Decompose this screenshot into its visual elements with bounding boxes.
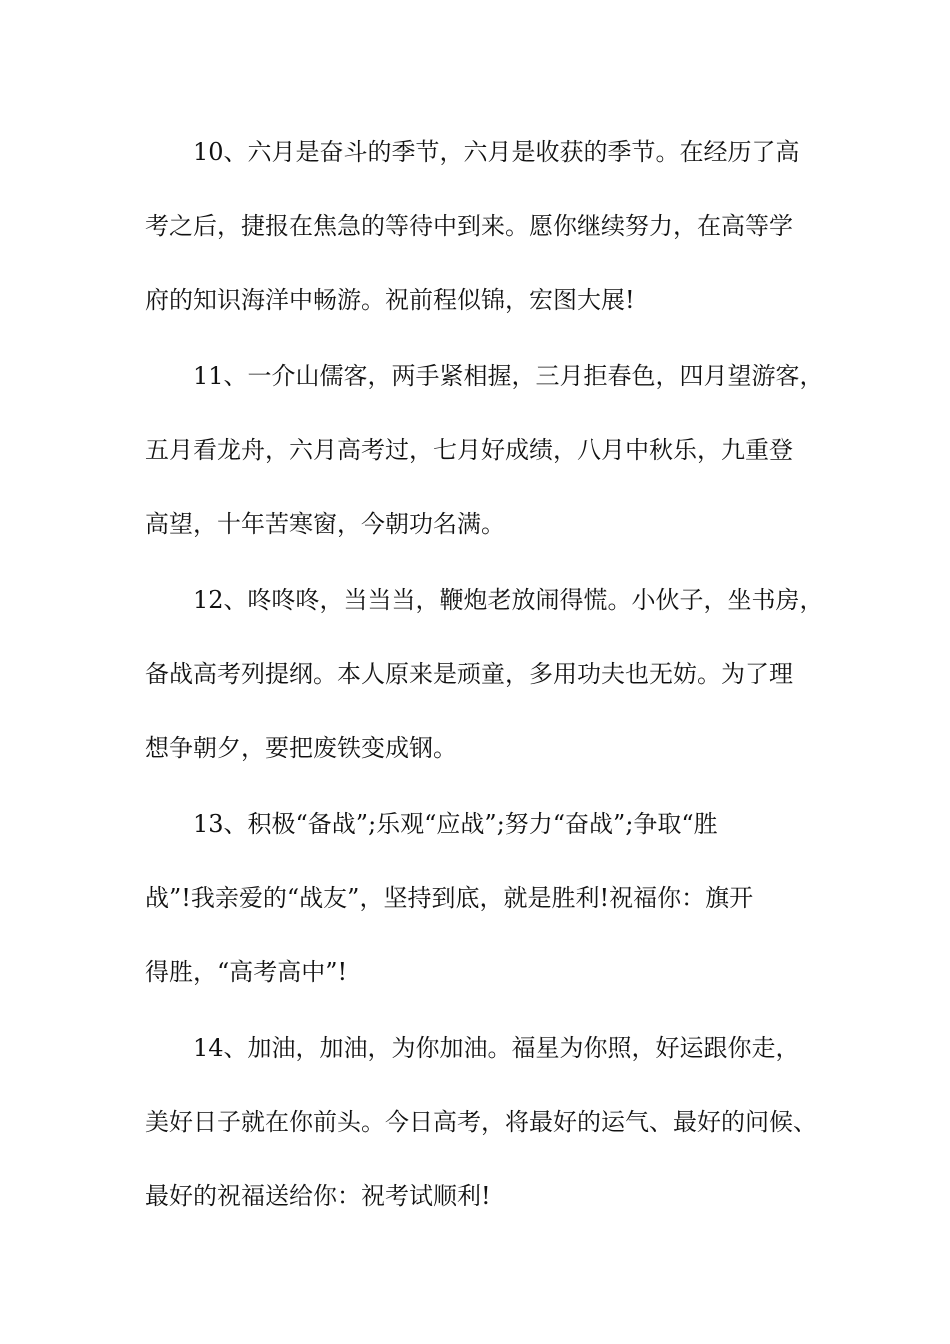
paragraph-line: 美好日子就在你前头。今日高考，将最好的运气、最好的问候、 bbox=[145, 1108, 817, 1136]
paragraph-line: 五月看龙舟，六月高考过，七月好成绩，八月中秋乐，九重登 bbox=[145, 436, 793, 464]
paragraph-line: 13、积极“备战”;乐观“应战”;努力“奋战”;争取“胜 bbox=[193, 810, 718, 838]
paragraph-line: 考之后，捷报在焦急的等待中到来。愿你继续努力，在高等学 bbox=[145, 212, 793, 240]
paragraph-line: 14、加油，加油，为你加油。福星为你照，好运跟你走， bbox=[193, 1034, 800, 1062]
paragraph-line: 最好的祝福送给你：祝考试顺利! bbox=[145, 1182, 491, 1210]
paragraph-line: 战”!我亲爱的“战友”，坚持到底，就是胜利!祝福你：旗开 bbox=[145, 884, 754, 912]
paragraph-line: 高望，十年苦寒窗，今朝功名满。 bbox=[145, 510, 505, 538]
paragraph-line: 得胜，“高考高中”! bbox=[145, 958, 348, 986]
paragraph-line: 10、六月是奋斗的季节，六月是收获的季节。在经历了高 bbox=[193, 138, 800, 166]
paragraph-line: 府的知识海洋中畅游。祝前程似锦，宏图大展! bbox=[145, 286, 635, 314]
paragraph-line: 想争朝夕，要把废铁变成钢。 bbox=[145, 734, 457, 762]
paragraph-line: 备战高考列提纲。本人原来是顽童，多用功夫也无妨。为了理 bbox=[145, 660, 793, 688]
paragraph-line: 11、一介山儒客，两手紧相握，三月拒春色，四月望游客， bbox=[193, 362, 824, 390]
paragraph-line: 12、咚咚咚，当当当，鞭炮老放闹得慌。小伙子，坐书房， bbox=[193, 586, 824, 614]
